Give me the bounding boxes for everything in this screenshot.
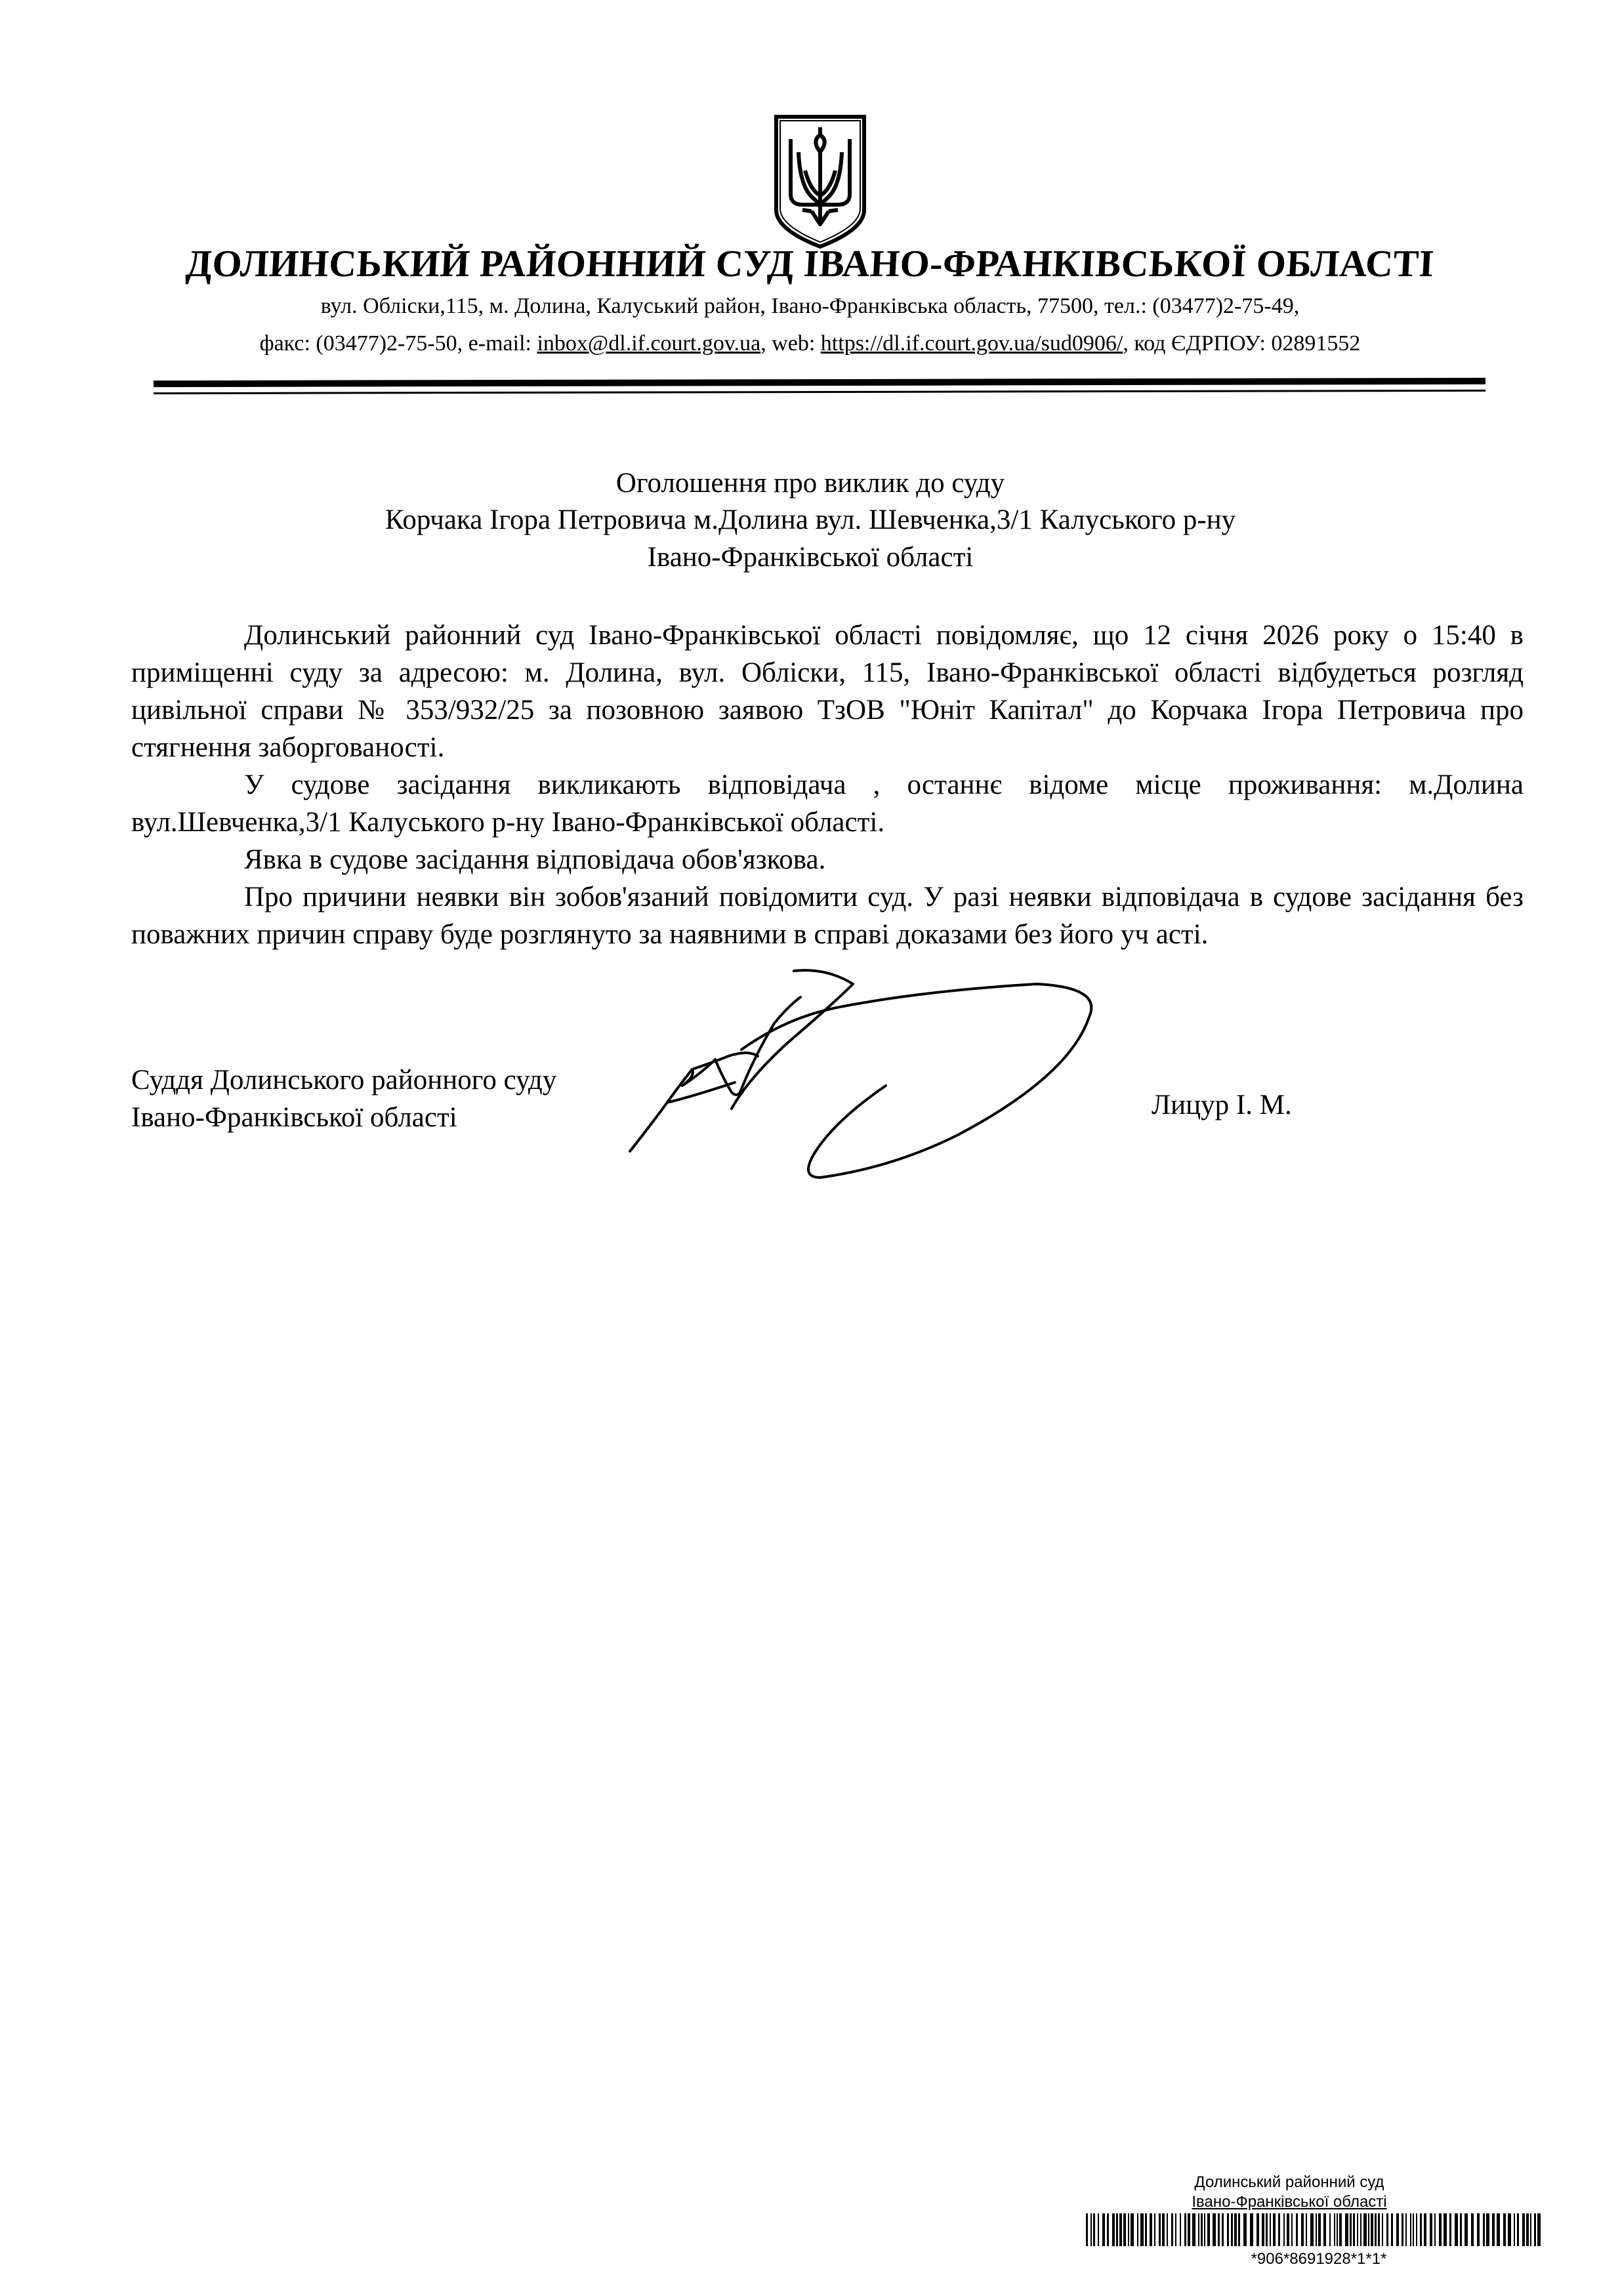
notice-addressee: Корчака Ігора Петровича м.Долина вул. Шевченка,3/1 Калуського р-ну (384, 504, 1236, 535)
judge-position-line: Суддя Долинського районного суду (131, 1065, 557, 1096)
registry-stamp-line: Долинський районний суд (1194, 2173, 1384, 2191)
ukraine-coat-of-arms-icon (771, 113, 869, 249)
web-link[interactable]: https://dl.if.court.gov.ua/sud0906/ (820, 331, 1123, 356)
edrpou-code: , код ЄДРПОУ: 02891552 (1123, 331, 1361, 356)
registry-stamp-line: Івано-Франківської області (1192, 2193, 1387, 2211)
fax-label: факс: (03477)2-75-50, e-mail: (259, 331, 537, 356)
barcode-icon (1086, 2213, 1545, 2246)
judge-position (131, 1061, 556, 1136)
letterhead-divider-thin (154, 390, 1485, 394)
notice-paragraph-hearing: Долинський районний суд Івано-Франківської області повідомляє, що 12 січня 2026 року о 15:40 в приміщенні суду за адресою: м. Долина, вул. Обліски, 115, Івано-Франківської області відбудеться розгляд цивільної справи № 353/932/25 за позовною заявою ТзОВ "Юніт Капітал" до Корчака Ігора Петровича про стягнення заборгованості. (131, 620, 1524, 763)
letterhead-divider-thick (154, 378, 1485, 387)
email-link[interactable]: inbox@dl.if.court.gov.ua (537, 331, 761, 356)
registry-stamp (1142, 2173, 1437, 2212)
notice-paragraph-attendance: Явка в судове засідання відповідача обов'язкова. (244, 844, 826, 875)
judge-name: Лицур І. М. (1152, 1090, 1292, 1120)
notice-addressee-region: Івано-Франківської області (647, 542, 974, 573)
notice-title: Оголошення про виклик до суду (615, 468, 1005, 499)
handwritten-signature-icon (617, 945, 1142, 1207)
barcode-number: *906*8691928*1*1* (1251, 2250, 1387, 2268)
notice-paragraph-absence: Про причини неявки він зобов'язаний повідомити суд. У разі неявки відповідача в судове засідання без поважних причин справу буде розглянуто за наявними в справі доказами без його уч асті. (131, 882, 1524, 950)
web-label: , web: (760, 331, 821, 356)
court-contacts (131, 331, 1489, 356)
court-address: вул. Обліски,115, м. Долина, Калуський район, Івано-Франківська область, 77500, тел.: (03477)2-75-49, (320, 294, 1300, 318)
notice-body (131, 617, 1524, 953)
judge-position-line: Івано-Франківської області (131, 1102, 457, 1133)
notice-paragraph-summons: У судове засідання викликають відповідача , останнє відоме місце проживання: м.Долина вул.Шевченка,3/1 Калуського р-ну Івано-Франківської області. (131, 769, 1524, 838)
court-name: ДОЛИНСЬКИЙ РАЙОННИЙ СУД ІВАНО-ФРАНКІВСЬКОЇ ОБЛАСТІ (184, 242, 1436, 285)
